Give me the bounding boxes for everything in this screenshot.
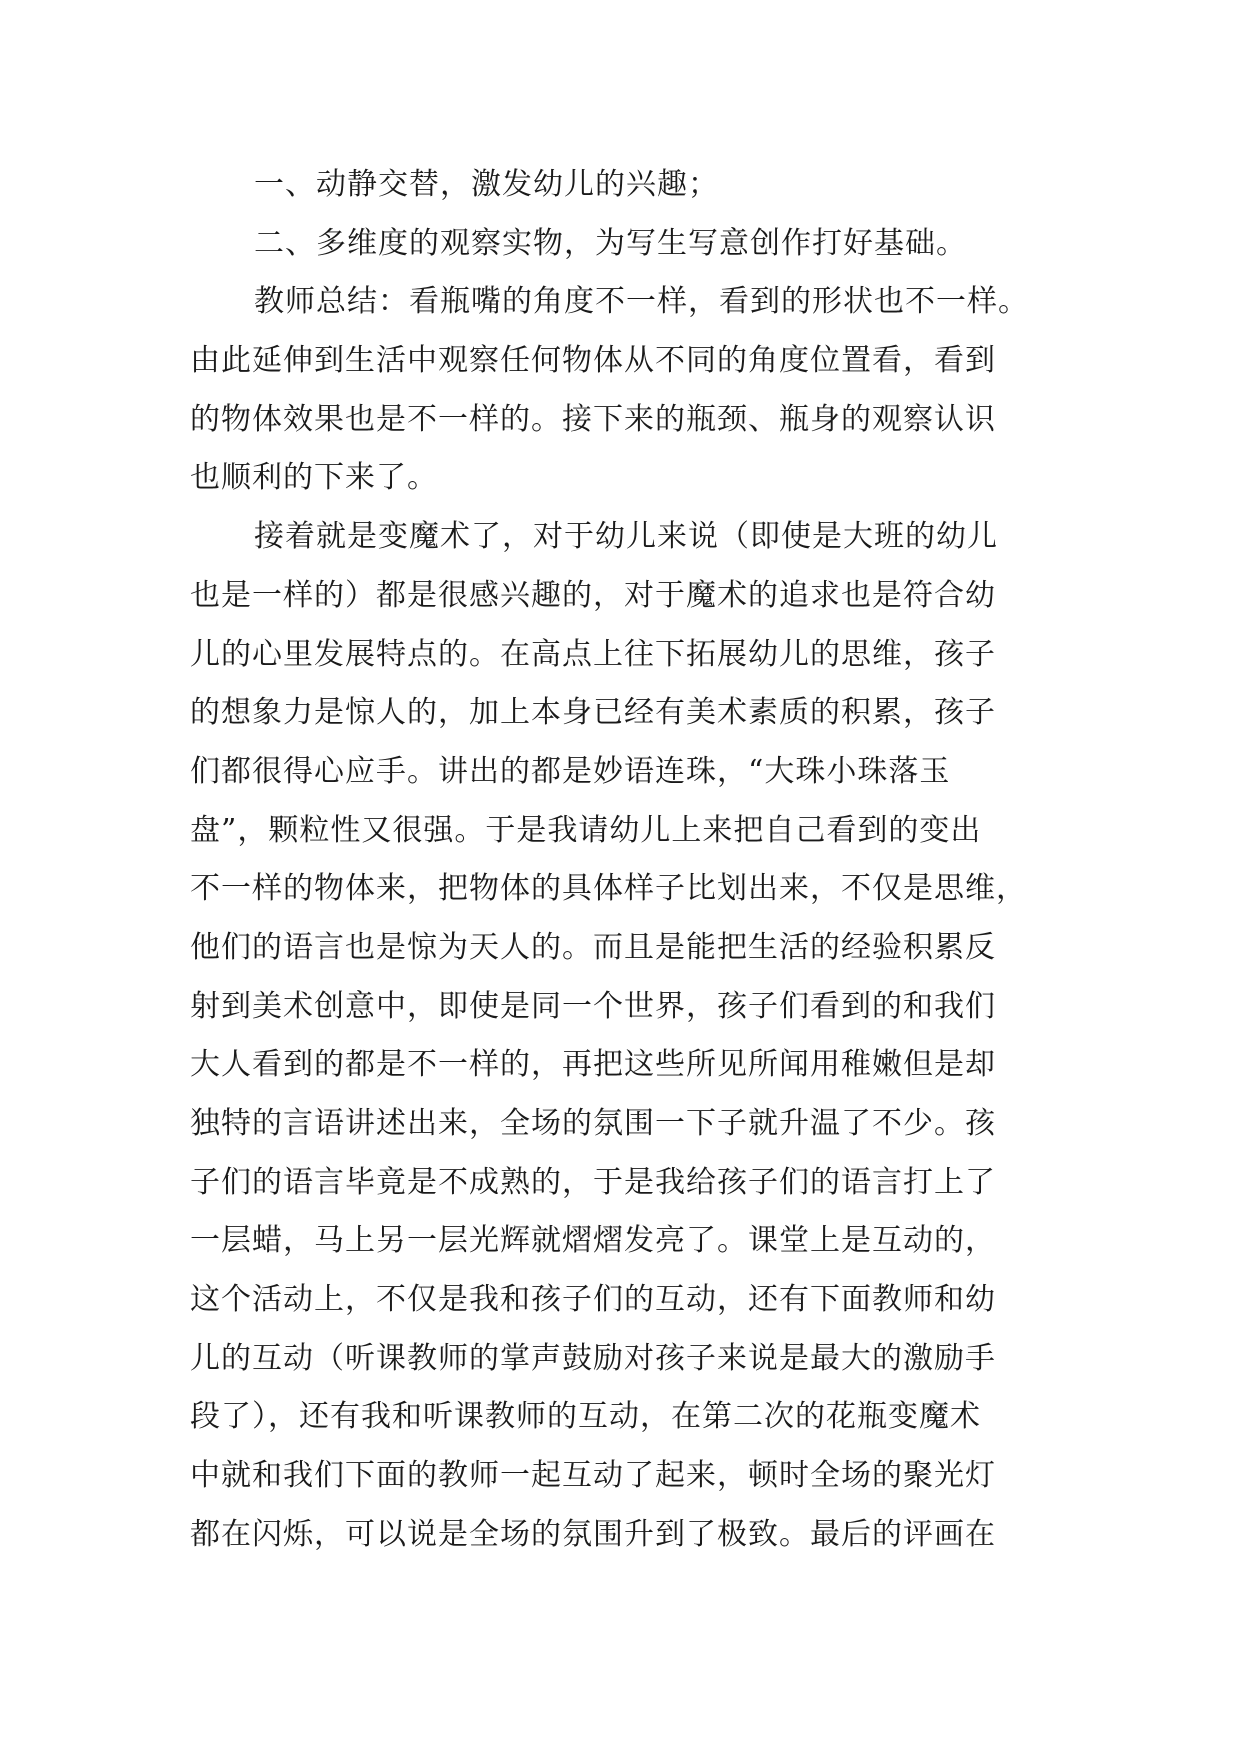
text-line: 中就和我们下面的教师一起互动了起来，顿时全场的聚光灯 [190,1458,996,1494]
text-line: 段了），还有我和听课教师的互动，在第二次的花瓶变魔术 [190,1399,981,1435]
text-line: 盘”，颗粒性又很强。于是我请幼儿上来把自己看到的变出 [190,812,982,848]
text-line: 都在闪烁，可以说是全场的氛围升到了极致。最后的评画在 [190,1516,996,1552]
text-line: 由此延伸到生活中观察任何物体从不同的角度位置看，看到 [190,343,996,379]
text-line: 儿的心里发展特点的。在高点上往下拓展幼儿的思维，孩子 [190,636,996,672]
text-line-point-one: 一、动静交替，激发幼儿的兴趣； [254,167,719,202]
text-line: 们都很得心应手。讲出的都是妙语连珠，“大珠小珠落玉 [190,753,951,789]
text-line-teacher-summary: 教师总结：看瓶嘴的角度不一样，看到的形状也不一样。 [254,284,1029,320]
text-line: 一层蜡，马上另一层光辉就熠熠发亮了。课堂上是互动的， [190,1223,996,1259]
text-line: 儿的互动（听课教师的掌声鼓励对孩子来说是最大的激励手 [190,1340,996,1376]
text-line-point-two: 二、多维度的观察实物，为写生写意创作打好基础。 [254,225,967,261]
text-line: 他们的语言也是惊为天人的。而且是能把生活的经验积累反 [190,929,996,965]
body-text [190,156,1050,1565]
text-line: 子们的语言毕竟是不成熟的，于是我给孩子们的语言打上了 [190,1164,996,1200]
text-line: 也顺利的下来了。 [190,460,438,496]
text-line: 独特的言语讲述出来，全场的氛围一下子就升温了不少。孩 [190,1106,996,1141]
text-line-paragraph-start: 接着就是变魔术了，对于幼儿来说（即使是大班的幼儿 [254,519,998,555]
text-line: 这个活动上，不仅是我和孩子们的互动，还有下面教师和幼 [190,1282,996,1318]
text-line: 射到美术创意中，即使是同一个世界，孩子们看到的和我们 [190,988,996,1024]
text-line: 的想象力是惊人的，加上本身已经有美术素质的积累，孩子 [190,695,996,731]
text-line: 大人看到的都是不一样的，再把这些所见所闻用稚嫩但是却 [190,1047,996,1083]
text-line: 也是一样的）都是很感兴趣的，对于魔术的追求也是符合幼 [190,577,996,613]
text-line: 的物体效果也是不一样的。接下来的瓶颈、瓶身的观察认识 [190,401,996,437]
text-line: 不一样的物体来，把物体的具体样子比划出来，不仅是思维， [190,871,1027,907]
